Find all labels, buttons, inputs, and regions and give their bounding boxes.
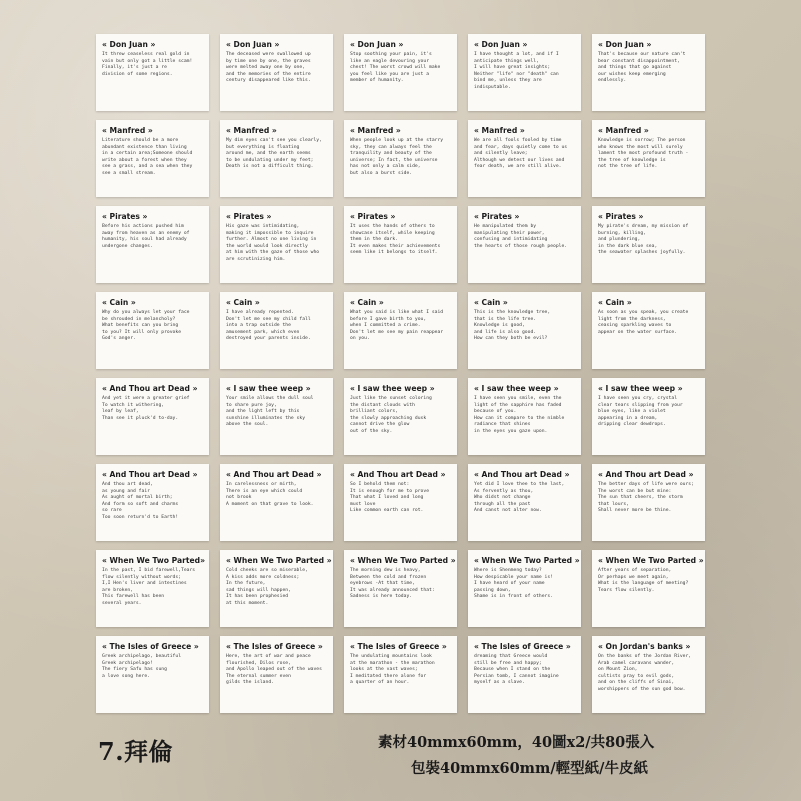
sticker-quote: Just like the sunset coloring the distant clouds with brilliant colors, the slowly approaching dusk cannot drive the glow out of the sky. (350, 396, 432, 434)
sticker-card (468, 636, 581, 713)
sticker-card (344, 636, 457, 713)
sticker-title: « I saw thee weep » (226, 384, 311, 393)
sticker-quote: As soon as you speak, you create light from the darkness, ceasing sparkling waves to appear on the water surface. (598, 310, 689, 335)
sticker-quote: We are all fools fooled by time and fear, days quietly come to us and silently leave; Although we detest our lives and fear death, we are still alive. (474, 138, 568, 170)
sticker-title: « I saw thee weep » (474, 384, 559, 393)
sticker-title: « Don Juan » (474, 40, 528, 49)
sticker-card (96, 464, 209, 541)
sticker-quote: It uses the hands of others to showcase itself, while keeping them in the dark. It even makes their achievements seem like it belongs to itself. (350, 224, 441, 256)
sticker-quote: Greek archipelago, beautiful Greek archipelago! The fiery Safu has sung a love song here. (102, 654, 182, 679)
sticker-quote: Before his actions pushed him away from heaven as an enemy of humanity, his soul had already undergone changes. (102, 224, 190, 249)
sticker-quote: It threw ceaseless real gold in vain but only got a little scam! Finally, it's just a re division of some regions. (102, 52, 193, 77)
packaging-spec: 包裝40mmx60mm/輕型紙/牛皮紙 (411, 760, 648, 777)
sticker-card (96, 378, 209, 455)
sticker-quote: Here, the art of war and peace flourished, Dilos rose, and Apollo leaped out of the waves The eternal summer even gilds the island. (226, 654, 322, 686)
sticker-title: « Don Juan » (598, 40, 652, 49)
sticker-title: « And Thou art Dead » (102, 384, 198, 393)
sticker-quote: The better days of life were ours; The worst can be but mine: The sun that cheers, the storm that lours, Shall never more be thine. (598, 482, 694, 514)
sticker-quote: Literature should be a more abundant existence than living in a certain area;Someone should write about a forest when they see a grass, and a sea when they see a small stream. (102, 138, 193, 176)
sticker-card (220, 464, 333, 541)
sticker-title: « And Thou art Dead » (474, 470, 570, 479)
sticker-quote: I have thought a lot, and if I anticipate things well, I will have great insights; Neither "life" nor "death" can bind me, unless they are indisputable. (474, 52, 559, 90)
sticker-title: « Cain » (350, 298, 384, 307)
sticker-title: « Cain » (226, 298, 260, 307)
sticker-quote: That's because our nature can't bear constant disappointment, and things that go against our wishes keep emerging endlessly. (598, 52, 686, 84)
sticker-card (468, 464, 581, 541)
sticker-card (220, 34, 333, 111)
sticker-quote: I have already repented. Don't let me see my child fall into a trap outside the amusement park, which even destroyed your parents inside. (226, 310, 311, 342)
sticker-quote: Stop soothing your pain, it's like an eagle devouring your chest! The worst crowd will make you feel like you are just a member of humanity. (350, 52, 441, 84)
sticker-card (96, 292, 209, 369)
sticker-quote: In carelessness or mirth, There is an eye which could not brook A moment on that grave to look. (226, 482, 314, 507)
sticker-quote: I have seen you smile, even the light of the sapphire has faded because of you. How can it compare to the nimble radiance that shines in the eyes you gaze upon. (474, 396, 565, 434)
sticker-title: « Pirates » (102, 212, 148, 221)
sticker-card (344, 206, 457, 283)
sticker-title: « Cain » (474, 298, 508, 307)
sticker-title: « And Thou art Dead » (598, 470, 694, 479)
sticker-title: « Manfred » (474, 126, 525, 135)
sticker-title: « Cain » (598, 298, 632, 307)
sticker-title: « Manfred » (102, 126, 153, 135)
sticker-quote: So I behold them not: It is enough for me to prove That what I loved and long must love Like common earth can rot. (350, 482, 430, 514)
sticker-title: « Pirates » (226, 212, 272, 221)
sticker-quote: What you said is like what I said before I gave birth to you, when I committed a crime. Don't let me see my pain reappear on you. (350, 310, 444, 342)
sticker-card (220, 206, 333, 283)
sticker-title: « The Isles of Greece » (102, 642, 199, 651)
sticker-card (468, 206, 581, 283)
sticker-title: « When We Two Parted » (598, 556, 704, 565)
sticker-title: « Don Juan » (350, 40, 404, 49)
sticker-title: « Cain » (102, 298, 136, 307)
sticker-title: « Don Juan » (102, 40, 156, 49)
sticker-card (592, 464, 705, 541)
sticker-title: « I saw thee weep » (350, 384, 435, 393)
sticker-quote: The deceased were swallowed up by time one by one, the graves were melted away one by one, and the memories of the entire century disappeared like this. (226, 52, 311, 84)
sticker-title: « The Isles of Greece » (226, 642, 323, 651)
sticker-title: « The Isles of Greece » (350, 642, 447, 651)
sticker-card (96, 636, 209, 713)
sticker-card (220, 378, 333, 455)
sticker-title: « And Thou art Dead » (350, 470, 446, 479)
sticker-quote: Why do you always let your face be shrouded in melancholy? What benefits can you bring to you? It will only provoke God's anger. (102, 310, 190, 342)
sticker-card (344, 34, 457, 111)
sticker-card (96, 206, 209, 283)
sticker-title: « When We Two Parted » (226, 556, 332, 565)
sticker-quote: dreaming that Greece would still be free and happy; Because when I stand on the Persian tomb, I cannot imagine myself as a slave. (474, 654, 559, 686)
sticker-card (220, 636, 333, 713)
sticker-quote: My dim eyes can't see you clearly, but everything is floating around me, and the earth seems to be undulating under my feet; Death is not a difficult thing. (226, 138, 322, 170)
sticker-title: « When We Two Parted » (474, 556, 580, 565)
sticker-quote: The undulating mountains look at the marathon - the marathon looks at the vast waves; I meditated there alone for a quarter of an hour. (350, 654, 435, 686)
sticker-quote: And yet it were a greater grief To watch it withering, leaf by leaf, Than see it pluck'd to-day. (102, 396, 190, 421)
sticker-title: « Manfred » (226, 126, 277, 135)
sticker-card (344, 292, 457, 369)
sticker-card (468, 292, 581, 369)
sticker-title: « On Jordan's banks » (598, 642, 691, 651)
sticker-card (96, 34, 209, 111)
sticker-card (592, 34, 705, 111)
sticker-quote: Knowledge is sorrow; The person who knows the most will surely lament the most profound truth - the tree of knowledge is not the tree of life. (598, 138, 689, 170)
sticker-quote: My pirate's dream, my mission of burning, killing, and plundering, in the dark blue sea, the seawater splashes joyfully. (598, 224, 689, 256)
sticker-quote: On the banks of the Jordan River, Arab camel caravans wander, on Mount Zion, cultists pray to evil gods, and on the cliffs of Sinai, worshippers of the sun god bow. (598, 654, 692, 692)
sticker-card (468, 34, 581, 111)
sticker-quote: I have seen you cry, crystal clear tears slipping from your blue eyes, like a violet appearing in a dream, dripping clear dewdrops. (598, 396, 683, 428)
sticker-card (344, 120, 457, 197)
sticker-quote: And thou art dead, as young and fair As aught of mortal birth; And form so soft and charms so rare Too soon return'd to Earth! (102, 482, 179, 520)
sticker-card (592, 378, 705, 455)
sticker-card (344, 378, 457, 455)
sticker-card (96, 550, 209, 627)
sticker-card (468, 120, 581, 197)
sticker-title: « When We Two Parted » (350, 556, 456, 565)
sticker-quote: This is the knowledge tree, that is the life tree. Knowledge is good, and life is also good. How can they both be evil? (474, 310, 551, 342)
material-spec: 素材40mmx60mm，40圖x2/共80張入 (378, 734, 655, 751)
sticker-title: « Manfred » (598, 126, 649, 135)
sticker-title: « I saw thee weep » (598, 384, 683, 393)
sticker-card (592, 206, 705, 283)
sticker-card (344, 550, 457, 627)
sticker-quote: Where is Shenmeng today? How despicable your name is! I have heard of your name passing down, Shame is in front of others. (474, 568, 554, 600)
sticker-card (592, 120, 705, 197)
sticker-card (468, 550, 581, 627)
sticker-quote: His gaze was intimidating, making it impossible to inquire further. Almost no one living in the world would look directly at him with the gaze of those who are scrutinizing him. (226, 224, 320, 262)
sticker-title: « Pirates » (350, 212, 396, 221)
sticker-quote: In the past, I bid farewell,Tears flow silently without words; I,I Hen's liver and intestines are broken, This farewell has been several years. (102, 568, 196, 606)
sticker-quote: When people look up at the starry sky, they can always feel the tranquility and beauty of the universe; In fact, the universe has not only a calm side, but also a burst side. (350, 138, 444, 176)
sticker-grid (96, 34, 705, 713)
sticker-card (220, 292, 333, 369)
sticker-card (96, 120, 209, 197)
sticker-quote: He manipulated them by manipulating their power, confusing and intimidating the hearts of those rough people. (474, 224, 568, 249)
sticker-card (592, 292, 705, 369)
sticker-title: « Pirates » (474, 212, 520, 221)
sticker-card (220, 120, 333, 197)
sticker-title: « And Thou art Dead » (102, 470, 198, 479)
sticker-title: « Manfred » (350, 126, 401, 135)
sticker-card (592, 550, 705, 627)
collection-title: 7.拜倫 (98, 737, 174, 766)
sticker-card (344, 464, 457, 541)
sticker-card (592, 636, 705, 713)
sticker-title: « When We Two Parted» (102, 556, 206, 565)
sticker-title: « Don Juan » (226, 40, 280, 49)
sticker-quote: After years of separation, Or perhaps we meet again, What is the language of meeting? Tears flow silently. (598, 568, 689, 593)
sticker-title: « And Thou art Dead » (226, 470, 322, 479)
sticker-quote: Your smile allows the dull soul to share pure joy, and the light left by this sunshine illuminates the sky above the soul. (226, 396, 314, 428)
sticker-quote: Yet did I love thee to the last, As fervently as thou, Who didst not change through all the past And canst not alter now. (474, 482, 565, 514)
sticker-quote: The morning dew is heavy, Between the cold and frozen eyebrows -At that time, It was already announced that: Sadness is here today. (350, 568, 435, 600)
sticker-card (220, 550, 333, 627)
sticker-card (468, 378, 581, 455)
sticker-title: « Pirates » (598, 212, 644, 221)
sticker-quote: Cold cheeks are so miserable, A kiss adds more coldness; In the future, sad things will happen, It has been prophesied at this moment. (226, 568, 308, 606)
sticker-title: « The Isles of Greece » (474, 642, 571, 651)
